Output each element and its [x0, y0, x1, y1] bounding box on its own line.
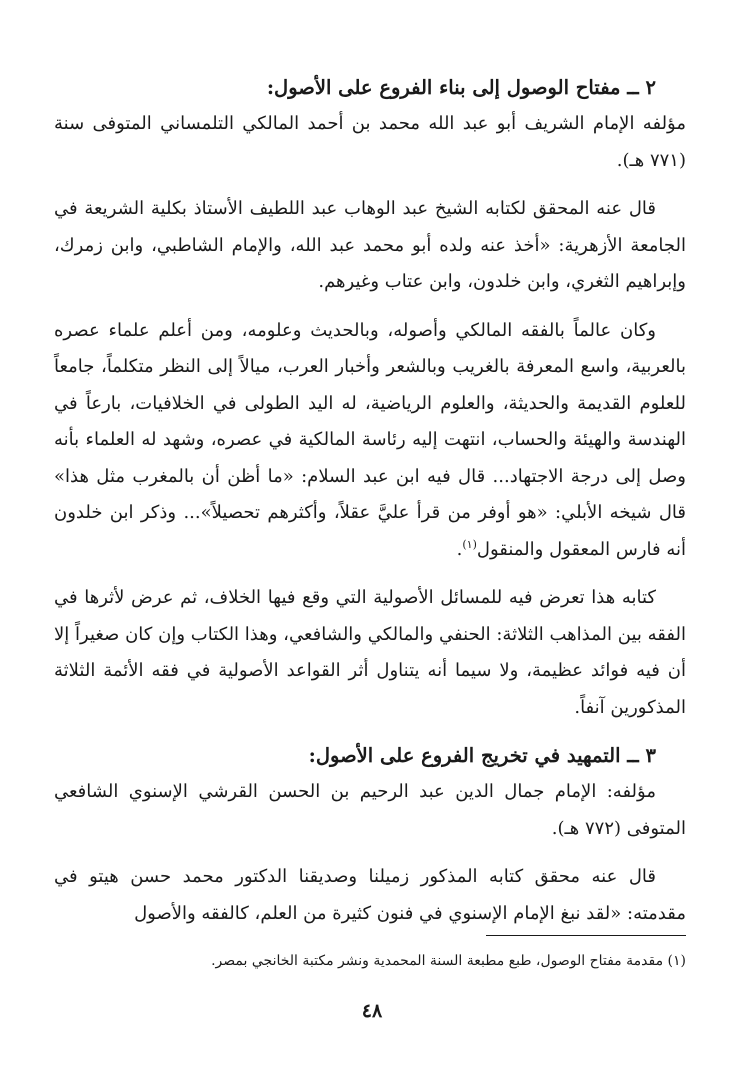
paragraph-book-description: كتابه هذا تعرض فيه للمسائل الأصولية التي وقع فيها الخلاف، ثم عرض لأثرها في الفقه بين المذاهب الثلاثة: الحنفي والمالكي والشافعي، وهذا الكتاب وإن كان صغيراً إلا أن فيه فوائد عظيمة، ولا سيما أنه يتناول أثر القواعد الأصولية في فقه الأئمة الثلاثة المذكورين آنفاً. — [54, 587, 686, 718]
paragraph-editor-intro: قال عنه محقق كتابه المذكور زميلنا وصديقنا الدكتور محمد حسن هيتو في مقدمته: «لقد نبغ الإمام الإسنوي في فنون كثيرة من العلم، كالفقه والأصول — [54, 866, 686, 924]
footnote — [54, 950, 686, 972]
page-body — [54, 70, 686, 932]
section-heading-3: ٣ ــ التمهيد في تخريج الفروع على الأصول: — [308, 744, 656, 767]
page-number: ٤٨ — [361, 1000, 383, 1022]
footnote-text: مقدمة مفتاح الوصول، طبع مطبعة السنة المحمدية ونشر مكتبة الخانجي بمصر. — [211, 953, 664, 969]
paragraph-editor-quote: قال عنه المحقق لكتابه الشيخ عبد الوهاب عبد اللطيف الأستاذ بكلية الشريعة في الجامعة الأزهرية: «أخذ عنه ولده أبو محمد عبد الله، والإمام الشاطبي، وابن زمرك، وإبراهيم الثغري، وابن خلدون، وابن عتاب وغيرهم. — [54, 198, 686, 292]
paragraph-end-mark: . — [456, 538, 463, 560]
paragraph-author-bio-text: وكان عالماً بالفقه المالكي وأصوله، وبالحديث وعلومه، ومن أعلم علماء عصره بالعربية، واسع المعرفة بالغريب وبالشعر وأخبار العرب، ميالاً إلى النظر متكلماً، جامعاً للعلوم القديمة والحديثة، والعلوم الرياضية، له اليد الطولى في الخلافيات، بارعاً في الهندسة والهيئة والحساب، انتهت إليه رئاسة المالكية في عصره، وشهد له العلماء بأنه وصل إلى درجة الاجتهاد... قال فيه ابن عبد السلام: «ما أظن أن بالمغرب مثل هذا» قال شيخه الأبلي: «هو أوفر من قرأ عليَّ عقلاً، وأكثرهم تحصيلاً»... وذكر ابن خلدون أنه فارس المعقول والمنقول — [54, 319, 686, 560]
section-heading-2: ٢ ــ مفتاح الوصول إلى بناء الفروع على الأصول: — [266, 76, 656, 99]
section-author-3: مؤلفه: الإمام جمال الدين عبد الرحيم بن الحسن القرشي الإسنوي الشافعي المتوفى (٧٧٢ هـ). — [54, 781, 686, 839]
section-author-2: مؤلفه الإمام الشريف أبو عبد الله محمد بن أحمد المالكي التلمساني المتوفى سنة (٧٧١ هـ). — [54, 113, 686, 171]
footnote-reference[interactable]: (١) — [462, 537, 477, 551]
paragraph-author-bio — [54, 313, 686, 569]
footnote-marker: (١) — [667, 953, 686, 969]
footnote-divider — [486, 935, 686, 936]
